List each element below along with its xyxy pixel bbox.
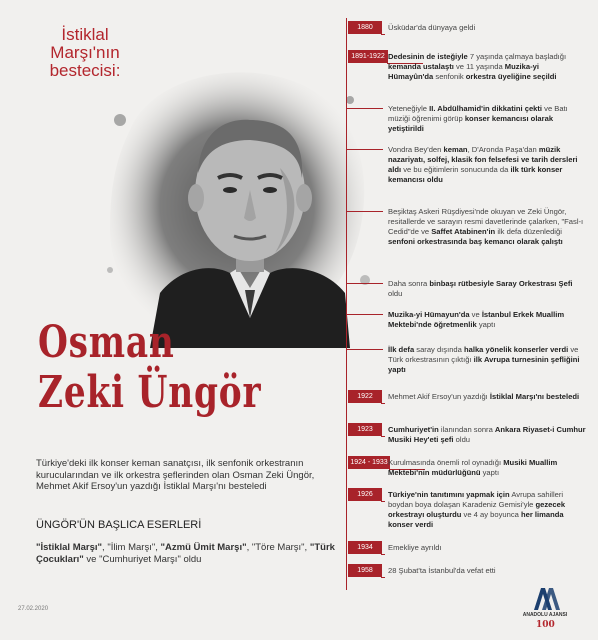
timeline-event: Cumhuriyet'in ilanından sonra Ankara Riyaset-i Cumhur Musiki Hey'eti şefi oldu	[388, 425, 586, 444]
timeline-event: Daha sonra binbaşı rütbesiyle Saray Orkestrası Şefi oldu	[388, 279, 573, 298]
timeline-year-badge: 1891-1922	[348, 50, 388, 63]
timeline-event: Yeteneğiyle II. Abdülhamid'in dikkatini çekti ve Batı müziği öğrenimi görüp konser kemancısı olarak yetiştirildi	[388, 104, 568, 133]
timeline-event: Vondra Bey'den keman, D'Aronda Paşa'dan müzik nazariyatı, solfej, klasik fon felsefesi ve tarih dersleri aldı ve bu eğitimlerin sonucunda da ilk türk konser kemancısı oldu	[388, 145, 578, 184]
timeline-tick	[381, 577, 385, 578]
name-line-2: Zeki Üngör	[38, 367, 262, 418]
name-line-1: Osman	[38, 317, 175, 368]
timeline-tick	[381, 403, 385, 404]
timeline-year-badge: 1923	[348, 423, 382, 436]
publish-date: 27.02.2020	[18, 606, 49, 612]
timeline-event: Dedesinin de isteğiyle 7 yaşında çalmaya başladığı kemanda ustalaştı ve 11 yaşında Muzika-yi Hümayûn'da senfonik orkestra üyeliğine seçildi	[388, 52, 567, 81]
timeline-event: Emekliye ayrıldı	[388, 543, 442, 552]
timeline-tick	[347, 108, 383, 109]
timeline-tick	[381, 554, 385, 555]
timeline-line	[346, 18, 347, 590]
centennial-badge: 100	[536, 620, 555, 630]
aa-logo-icon	[510, 584, 580, 612]
timeline-year-badge: 1934	[348, 541, 382, 554]
timeline-tick	[347, 211, 383, 212]
timeline-tick	[347, 314, 383, 315]
portrait-image	[150, 78, 350, 348]
agency-name: ANADOLU AJANSI	[522, 612, 568, 618]
timeline-tick	[381, 34, 385, 35]
works-list: "İstiklal Marşı", "İlim Marşı", "Azmü Ümit Marşı", "Töre Marşı", "Türk Çocukları" ve "Cumhuriyet Marşı" oldu	[36, 542, 335, 565]
works-heading: ÜNGÖR'ÜN BAŞLICA ESERLERİ	[36, 519, 202, 531]
timeline-event: Muzika-yi Hümayun'da ve İstanbul Erkek Muallim Mektebi'nde öğretmenlik yaptı	[388, 310, 565, 329]
timeline-event: 28 Şubat'ta İstanbul'da vefat etti	[388, 566, 496, 575]
kicker-line-2: Marşı'nın	[50, 43, 120, 62]
timeline-event: İlk defa saray dışında halka yönelik konserler verdi ve Türk orkestrasının çıktığı ilk Avrupa turnesinin şefliğini yaptı	[388, 345, 580, 374]
timeline-year-badge: 1880	[348, 21, 382, 34]
timeline-tick	[381, 436, 385, 437]
intro-paragraph: Türkiye'deki ilk konser keman sanatçısı, ilk senfonik orkestranın kurucularından ve ilk orkestra şeflerinden olan Osman Zeki Üngör, Mehmet Akif Ersoy'un yazdığı İstiklal Marşı'nı besteledi	[36, 458, 315, 492]
timeline-tick	[381, 501, 385, 502]
kicker-line-1: İstiklal	[61, 25, 109, 44]
timeline-event: Türkiye'nin tanıtımını yapmak için Avrupa sahilleri boydan boya dolaşan Karadeniz Gemisi'yle gezecek orkestrayı oluşturdu ve 4 ay boyunca her limanda konser verdi	[388, 490, 566, 529]
timeline-year-badge: 1924 - 1933	[348, 456, 390, 469]
timeline-event: Mehmet Akif Ersoy'un yazdığı İstiklal Marşı'nı besteledi	[388, 392, 580, 401]
timeline-year-badge: 1922	[348, 390, 382, 403]
timeline-year-badge: 1958	[348, 564, 382, 577]
timeline-tick	[347, 149, 383, 150]
timeline-tick	[347, 283, 383, 284]
kicker-line-3: bestecisi:	[49, 61, 121, 80]
timeline-tick	[347, 349, 383, 350]
timeline-event: Beşiktaş Askeri Rüşdiyesi'nde okuyan ve Zeki Üngör, resitallerde ve sarayın resmi davetlerinde çalarken, "Fasl-ı Cedid"de ve Saffet Atabinen'in ilk defa düzenlediği senfoni orkestrasında baş kemancı olarak çalıştı	[388, 207, 584, 246]
timeline-event: Kurulmasında önemli rol oynadığı Musiki Muallim Mektebi'nin müdürlüğünü yaptı	[388, 458, 558, 477]
agency-logo	[510, 584, 580, 634]
timeline-year-badge: 1926	[348, 488, 382, 501]
person-name	[38, 318, 261, 418]
timeline-event: Üsküdar'da dünyaya geldi	[388, 23, 476, 32]
